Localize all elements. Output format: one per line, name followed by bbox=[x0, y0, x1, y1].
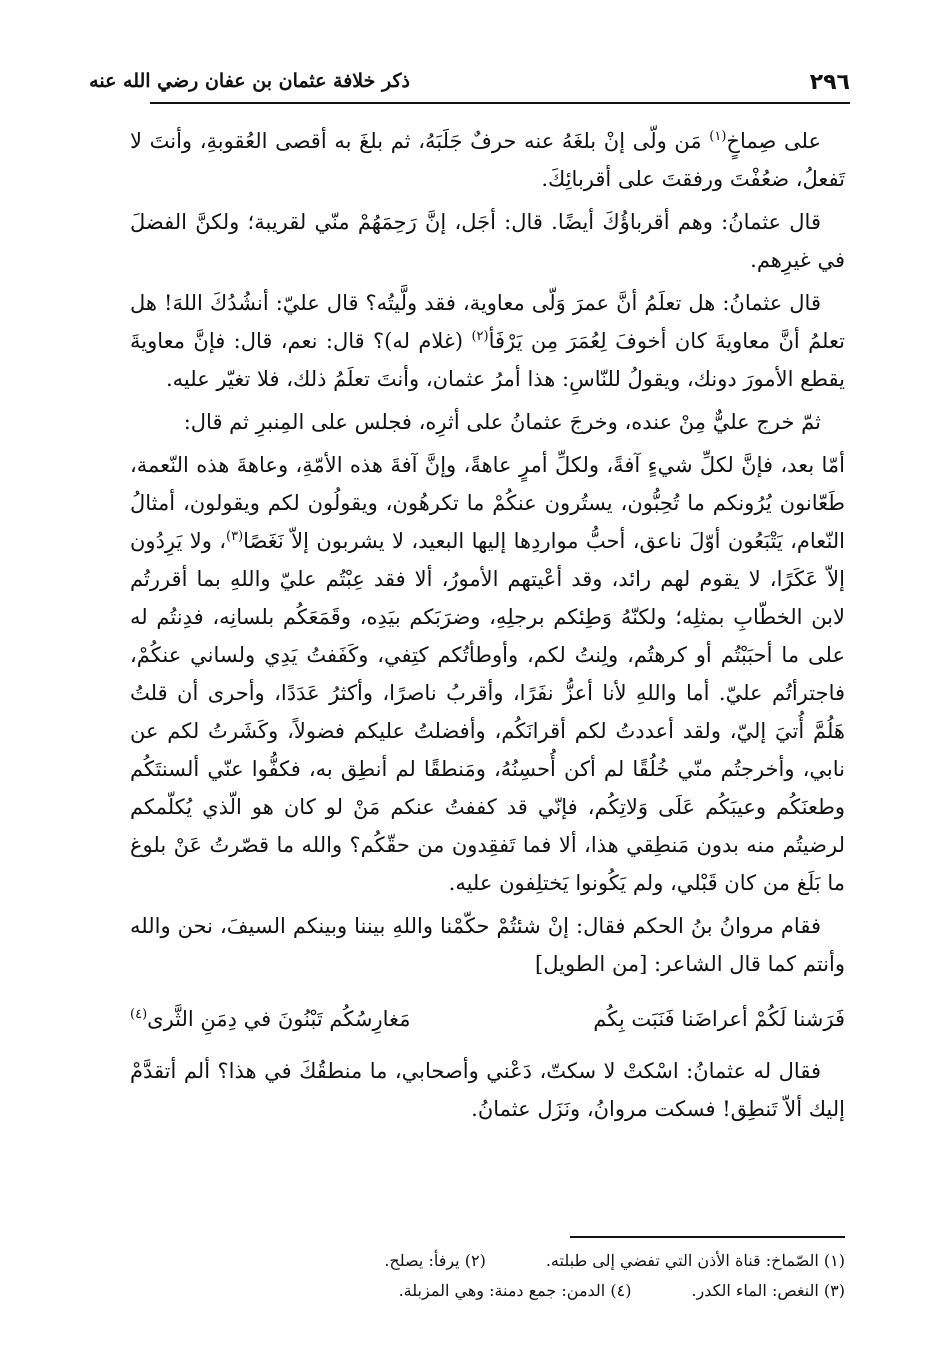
footnote: (١) الصّماخ: قناة الأذن التي تفضي إلى طبلته. bbox=[545, 1251, 845, 1270]
paragraph: على صِماخٍ$^{(١)}$ مَن ولّى إنْ بلغَهُ عنه حرفٌ جَلَبَهُ، ثم بلغَ به أقصى العُقوبةِ، وأنتَ لا تَفعلُ، ضعُفْتَ ورفقتَ على أقربائِكَ. bbox=[130, 129, 845, 191]
paragraph: قال عثمانُ: هل تعلَمُ أنَّ عمرَ وَلّى معاوية، فقد ولَّيتُه؟ قال عليّ: أنشُدُكَ اللهَ! هل تعلمُ أنَّ معاويةَ كان أخوفَ لِعُمَرَ مِن يَرْفَأ$^{(٢)}$ (غلام له)؟ قال: نعم، قال: فإنَّ معاويةَ يقطع الأمورَ دونك، ويقولُ للنّاسِ: هذا أمرُ عثمان، وأنتَ تعلَمُ ذلك، فلا تغيّر عليه. bbox=[130, 291, 845, 391]
verse-second-hemistich: مَغارِسُكُم تَبْنُونَ في دِمَنِ الثَّرى$^{(٤)}$ bbox=[130, 1007, 411, 1031]
verse-first-hemistich: فَرَشنا لَكُمْ أعراضَنا فَنَبَت بِكُم bbox=[593, 1007, 845, 1031]
paragraph: فقام مروانُ بنُ الحكم فقال: إنْ شئتُمْ حكّمْنا واللهِ بيننا وبينكم السيفَ، نحن والله وأنتم كما قال الشاعر: [من الطويل] bbox=[130, 914, 845, 976]
footnote-ref: (١) bbox=[709, 129, 727, 144]
speech-paragraph: أمّا بعد، فإنَّ لكلِّ شيءٍ آفةً، ولكلِّ أمرٍ عاهةً، وإنَّ آفةَ هذه الأمّةِ، وعاهةَ هذه النّعمة، طَعّانون يُرُونكم ما تُحِبُّون، يستُرون عنكُمْ ما تكرهُون، ويقولُون لكم ويقولون، أمثالُ النّعام، يَتْبَعُون أوّلَ ناعق، أحبُّ مواردِها إليها البعيد، لا يشربون إلاّ نَغَصًا$^{(٣)}$، ولا يَرِدُون إلاّ عَكَرًا، لا يقوم لهم رائد، وقد أعْيتهم الأمورُ، ألا فقد عِبْتُم عليّ واللهِ بما أقررتُم لابن الخطّابِ بمثلِه؛ ولكنّهُ وَطِئكم برجلِهِ، وضرَبَكم بيَدِه، وقَمَعَكُم بلسانِه، فدِنتُم له على ما أحبَبْتُم أو كرهتُم، ولِنتُ لكم، وأوطأتُكم كتِفي، وكَفَفتُ يَدِي ولساني عنكُمْ، فاجترأتُم عليّ. أما واللهِ لأنا أعزُّ نفَرًا، وأقربُ ناصرًا، وأكثرُ عَدَدًا، وأحرى أن قلتُ هَلُمَّ أُتيَ إليّ، ولقد أعددتُ لكم أقرانَكُم، وأفضلتُ عليكم فضولاً، وكَشَرتُ لكم عن نابي، وأخرجتُم منّي خُلُقًا لم أكن أُحسِنُهُ، ومَنطقًا لم أنطِق به، فكفُّوا عنّي ألسنتَكُم وطعنَكُم وعيبَكُم عَلَى وَلاتِكُم، فإنّي قد كففتُ عنكم مَنْ لو كان هو الّذي يُكلّمكم لرضيتُم منه بدون مَنطِقي هذا، ألا فما تَفقِدون من حقّكُم؟ والله ما قصّرتُ عَنْ بلوغ ما بَلَغ من كان قَبْلي، ولم يَكُونوا يَختلِفون عليه. bbox=[130, 453, 846, 895]
main-text bbox=[130, 122, 845, 1133]
running-head: ذكر خلافة عثمان بن عفان رضي الله عنه bbox=[89, 70, 410, 92]
page-number: ٢٩٦ bbox=[809, 70, 850, 95]
closing-paragraph: فقال له عثمانُ: اسْكتْ لا سكتّ، دَعْني وأصحابي، ما منطقُكَ في هذا؟ ألم أتقدَّمْ إليك ألاّ تَنطِق! فسكت مروانُ، ونَزَل عثمانُ. bbox=[130, 1059, 845, 1121]
footnote-ref: (٤) bbox=[130, 1007, 148, 1022]
footnote: (٤) الدمن: جمع دمنة: وهي المزبلة. bbox=[398, 1281, 632, 1300]
footnote-ref: (٣) bbox=[226, 529, 244, 544]
footnote-ref: (٢) bbox=[471, 329, 489, 344]
footnote-divider bbox=[570, 1236, 845, 1238]
footnote: (٣) النغص: الماء الكدر. bbox=[691, 1281, 845, 1300]
paragraph: قال عثمانُ: وهم أقرباؤُكَ أيضًا. قال: أجَل، إنَّ رَحِمَهُمْ منّي لقريبة؛ ولكنَّ الفضلَ في غيرِهم. bbox=[130, 210, 845, 272]
footnote: (٢) يرفأ: يصلح. bbox=[384, 1251, 486, 1270]
footnotes bbox=[130, 1246, 845, 1306]
footnote-row bbox=[130, 1246, 845, 1276]
footnote-row bbox=[130, 1276, 845, 1306]
paragraph: ثمّ خرج عليٌّ مِنْ عنده، وخرجَ عثمانُ على أثرِه، فجلس على المِنبرِ ثم قال: bbox=[183, 410, 821, 434]
poem-verse bbox=[130, 988, 845, 1052]
page-header bbox=[89, 58, 850, 104]
